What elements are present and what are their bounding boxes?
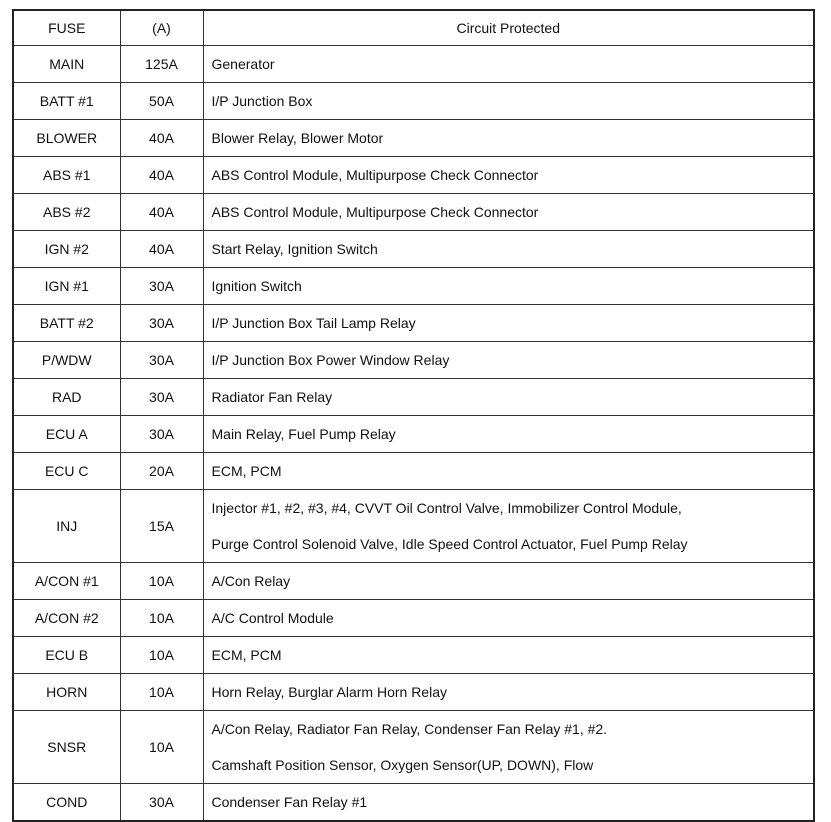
amperage-cell: 40A [120, 157, 203, 194]
table-row [13, 194, 814, 231]
fuse-name-cell: BATT #1 [13, 83, 120, 120]
fuse-name-cell: BATT #2 [13, 305, 120, 342]
fuse-name-cell: ECU A [13, 416, 120, 453]
amperage-cell: 30A [120, 342, 203, 379]
amperage-cell: 50A [120, 83, 203, 120]
circuit-line: A/Con Relay, Radiator Fan Relay, Condenser Fan Relay #1, #2. [211, 721, 608, 737]
table-row [13, 305, 814, 342]
circuit-protected-cell [203, 784, 814, 822]
circuit-protected-cell [203, 268, 814, 305]
amperage-cell: 40A [120, 120, 203, 157]
amperage-cell: 30A [120, 268, 203, 305]
table-row [13, 342, 814, 379]
amperage-cell: 40A [120, 194, 203, 231]
table-row [13, 46, 814, 83]
table-row [13, 711, 814, 784]
circuit-protected-cell [203, 231, 814, 268]
amperage-cell: 10A [120, 674, 203, 711]
circuit-line: Ignition Switch [211, 278, 302, 294]
amperage-cell: 30A [120, 784, 203, 822]
fuse-name-cell: ABS #1 [13, 157, 120, 194]
fuse-table [12, 9, 815, 822]
circuit-line: Horn Relay, Burglar Alarm Horn Relay [211, 684, 447, 700]
fuse-name-cell: SNSR [13, 711, 120, 784]
amperage-cell: 10A [120, 600, 203, 637]
circuit-line: Radiator Fan Relay [211, 389, 333, 405]
fuse-name-cell: IGN #1 [13, 268, 120, 305]
table-row [13, 379, 814, 416]
circuit-line: Purge Control Solenoid Valve, Idle Speed Control Actuator, Fuel Pump Relay [211, 536, 688, 552]
amperage-cell: 30A [120, 416, 203, 453]
amperage-cell: 30A [120, 305, 203, 342]
table-row [13, 453, 814, 490]
amperage-cell: 15A [120, 490, 203, 563]
table-row [13, 268, 814, 305]
table-row [13, 231, 814, 268]
fuse-name-cell: HORN [13, 674, 120, 711]
circuit-protected-cell [203, 453, 814, 490]
circuit-protected-cell [203, 194, 814, 231]
amperage-cell: 125A [120, 46, 203, 83]
fuse-name-cell: P/WDW [13, 342, 120, 379]
circuit-line: I/P Junction Box Power Window Relay [211, 352, 450, 368]
circuit-protected-cell [203, 600, 814, 637]
circuit-protected-cell [203, 674, 814, 711]
amperage-cell: 20A [120, 453, 203, 490]
circuit-line: I/P Junction Box [211, 93, 313, 109]
header-fuse: FUSE [13, 10, 120, 46]
circuit-line: Blower Relay, Blower Motor [211, 130, 384, 146]
table-row [13, 157, 814, 194]
circuit-line: Start Relay, Ignition Switch [211, 241, 378, 257]
fuse-name-cell: BLOWER [13, 120, 120, 157]
circuit-protected-cell [203, 379, 814, 416]
circuit-line: A/Con Relay [211, 573, 291, 589]
amperage-cell: 10A [120, 637, 203, 674]
table-row [13, 83, 814, 120]
circuit-line: Condenser Fan Relay #1 [211, 794, 368, 810]
header-circuit: Circuit Protected [203, 10, 814, 46]
circuit-protected-cell [203, 83, 814, 120]
circuit-protected-cell [203, 46, 814, 83]
circuit-line: ABS Control Module, Multipurpose Check Connector [211, 204, 539, 220]
circuit-line: ECM, PCM [211, 647, 282, 663]
header-amps: (A) [120, 10, 203, 46]
circuit-protected-cell [203, 157, 814, 194]
fuse-name-cell: ECU C [13, 453, 120, 490]
fuse-name-cell: A/CON #2 [13, 600, 120, 637]
table-row [13, 674, 814, 711]
fuse-name-cell: A/CON #1 [13, 563, 120, 600]
circuit-line: I/P Junction Box Tail Lamp Relay [211, 315, 416, 331]
circuit-protected-cell [203, 637, 814, 674]
amperage-cell: 10A [120, 563, 203, 600]
fuse-name-cell: COND [13, 784, 120, 822]
header-row [13, 10, 814, 46]
circuit-protected-cell [203, 563, 814, 600]
amperage-cell: 40A [120, 231, 203, 268]
circuit-line: ECM, PCM [211, 463, 282, 479]
table-row [13, 600, 814, 637]
circuit-line: A/C Control Module [211, 610, 334, 626]
circuit-line: ABS Control Module, Multipurpose Check Connector [211, 167, 539, 183]
table-row [13, 490, 814, 563]
amperage-cell: 30A [120, 379, 203, 416]
circuit-protected-cell [203, 305, 814, 342]
circuit-protected-cell [203, 416, 814, 453]
circuit-line: Injector #1, #2, #3, #4, CVVT Oil Control Valve, Immobilizer Control Module, [211, 500, 682, 516]
table-row [13, 416, 814, 453]
circuit-line: Generator [211, 56, 275, 72]
circuit-protected-cell [203, 490, 814, 563]
fuse-name-cell: ECU B [13, 637, 120, 674]
circuit-line: Camshaft Position Sensor, Oxygen Sensor(UP, DOWN), Flow [211, 757, 594, 773]
table-body [13, 46, 814, 822]
circuit-protected-cell [203, 711, 814, 784]
table-row [13, 784, 814, 822]
fuse-name-cell: MAIN [13, 46, 120, 83]
circuit-protected-cell [203, 120, 814, 157]
circuit-line: Main Relay, Fuel Pump Relay [211, 426, 396, 442]
table-row [13, 120, 814, 157]
table-row [13, 637, 814, 674]
fuse-name-cell: RAD [13, 379, 120, 416]
amperage-cell: 10A [120, 711, 203, 784]
fuse-name-cell: INJ [13, 490, 120, 563]
table-row [13, 563, 814, 600]
circuit-protected-cell [203, 342, 814, 379]
fuse-name-cell: ABS #2 [13, 194, 120, 231]
fuse-name-cell: IGN #2 [13, 231, 120, 268]
